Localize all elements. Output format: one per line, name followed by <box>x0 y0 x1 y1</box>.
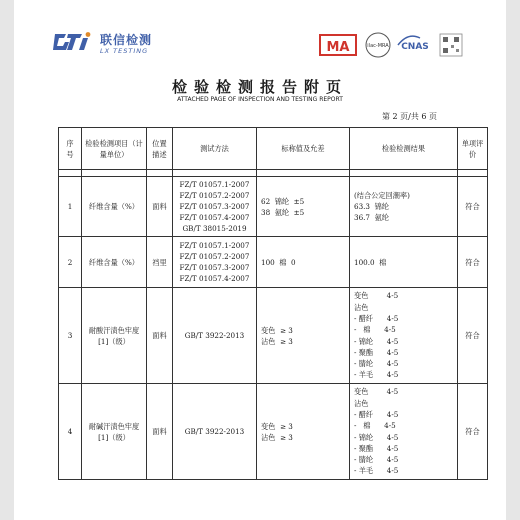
nominal-line: 变色 ≥ 3 <box>261 325 293 335</box>
logo-en-text: LX TESTING <box>100 47 149 55</box>
row-item: 耐酸汗渍色牢度[1]（级） <box>82 288 147 384</box>
row-no: 1 <box>59 177 82 237</box>
header-item: 检验检测项目（计量单位） <box>82 128 147 170</box>
result-line: (结合公定回潮率) <box>354 191 410 200</box>
row-methods <box>173 177 257 237</box>
row-methods <box>173 384 257 480</box>
logo-cn-text: 联信检测 <box>100 33 153 47</box>
result-line: 沾色 <box>354 302 369 312</box>
result-line: - 腈纶 4-5 <box>354 455 399 465</box>
row-item: 耐碱汗渍色牢度[1]（级） <box>82 384 147 480</box>
header-position: 位置描述 <box>147 128 173 170</box>
row-nominal <box>257 177 350 237</box>
row-eval: 符合 <box>458 288 488 384</box>
result-line: - 棉 4-5 <box>354 325 396 335</box>
table-row <box>59 288 488 384</box>
results-table <box>58 127 488 480</box>
table-row <box>59 237 488 288</box>
row-item: 纤维含量（%） <box>82 177 147 237</box>
row-position: 裆里 <box>147 237 173 288</box>
table-header-row <box>59 128 488 170</box>
header-result: 检验检测结果 <box>350 128 458 170</box>
table-row <box>59 384 488 480</box>
nominal-line: 62 锦纶 ±5 <box>261 196 305 206</box>
result-line: 100.0 棉 <box>354 257 387 267</box>
row-item: 纤维含量（%） <box>82 237 147 288</box>
row-methods <box>173 288 257 384</box>
method-line: GB/T 38015-2019 <box>182 224 247 233</box>
cert-qr-icon <box>440 34 462 56</box>
method-line: FZ/T 01057.1-2007 <box>179 241 250 250</box>
row-position: 面料 <box>147 288 173 384</box>
method-line: GB/T 3922-2013 <box>184 427 245 436</box>
row-eval: 符合 <box>458 177 488 237</box>
nominal-line: 38 氨纶 ±5 <box>261 207 305 217</box>
row-no: 4 <box>59 384 82 480</box>
result-line: - 聚酯 4-5 <box>354 347 399 357</box>
row-nominal <box>257 384 350 480</box>
nominal-line: 变色 ≥ 3 <box>261 421 293 431</box>
method-line: FZ/T 01057.4-2007 <box>179 213 250 222</box>
lx-logo-icon <box>52 30 96 54</box>
nominal-line: 100 棉 0 <box>261 257 296 267</box>
row-results <box>350 237 458 288</box>
header-method: 测试方法 <box>173 128 257 170</box>
result-line: - 醋纤 4-5 <box>354 313 399 323</box>
result-line: 36.7 氨纶 <box>354 213 389 222</box>
row-results <box>350 177 458 237</box>
result-line: 63.3 锦纶 <box>354 202 389 211</box>
method-line: FZ/T 01057.3-2007 <box>179 202 250 211</box>
result-line: - 腈纶 4-5 <box>354 359 399 369</box>
result-line: - 羊毛 4-5 <box>354 370 399 380</box>
method-line: FZ/T 01057.4-2007 <box>179 274 250 283</box>
cma-mark <box>320 35 356 55</box>
table-row <box>59 177 488 237</box>
header-no: 序号 <box>59 128 82 170</box>
result-line: - 锦纶 4-5 <box>354 336 399 346</box>
header-nominal: 标称值及允差 <box>257 128 350 170</box>
result-line: - 羊毛 4-5 <box>354 466 399 476</box>
ilac-mark <box>366 33 390 57</box>
method-line: FZ/T 01057.2-2007 <box>179 191 250 200</box>
report-title: 检验检测报告附页 <box>171 78 348 96</box>
row-no: 3 <box>59 288 82 384</box>
method-line: GB/T 3922-2013 <box>184 331 245 340</box>
result-line: - 棉 4-5 <box>354 421 396 431</box>
cnas-label: CNAS <box>401 42 429 52</box>
certification-marks <box>318 28 468 68</box>
method-line: FZ/T 01057.2-2007 <box>179 252 250 261</box>
result-line: 变色 4-5 <box>354 291 399 301</box>
row-no: 2 <box>59 237 82 288</box>
cma-label: MA <box>326 40 350 55</box>
method-line: FZ/T 01057.1-2007 <box>179 180 250 189</box>
ilac-label: ilac-MRA <box>367 43 389 49</box>
row-nominal <box>257 288 350 384</box>
report-subtitle: ATTACHED PAGE OF INSPECTION AND TESTING REPORT <box>177 96 343 103</box>
result-line: 沾色 <box>354 398 369 408</box>
result-line: - 聚酯 4-5 <box>354 443 399 453</box>
page-number: 第 2 页/共 6 页 <box>382 112 438 121</box>
row-nominal <box>257 237 350 288</box>
row-methods <box>173 237 257 288</box>
row-eval: 符合 <box>458 237 488 288</box>
result-line: - 醋纤 4-5 <box>354 409 399 419</box>
row-results <box>350 384 458 480</box>
result-line: - 锦纶 4-5 <box>354 432 399 442</box>
method-line: FZ/T 01057.3-2007 <box>179 263 250 272</box>
spacer-row <box>59 170 488 177</box>
nominal-line: 沾色 ≥ 3 <box>261 336 293 346</box>
row-position: 面料 <box>147 177 173 237</box>
nominal-line: 沾色 ≥ 3 <box>261 432 293 442</box>
cnas-mark <box>398 36 429 52</box>
row-results <box>350 288 458 384</box>
row-eval: 符合 <box>458 384 488 480</box>
result-line: 变色 4-5 <box>354 387 399 397</box>
row-position: 面料 <box>147 384 173 480</box>
header-eval: 单项评价 <box>458 128 488 170</box>
